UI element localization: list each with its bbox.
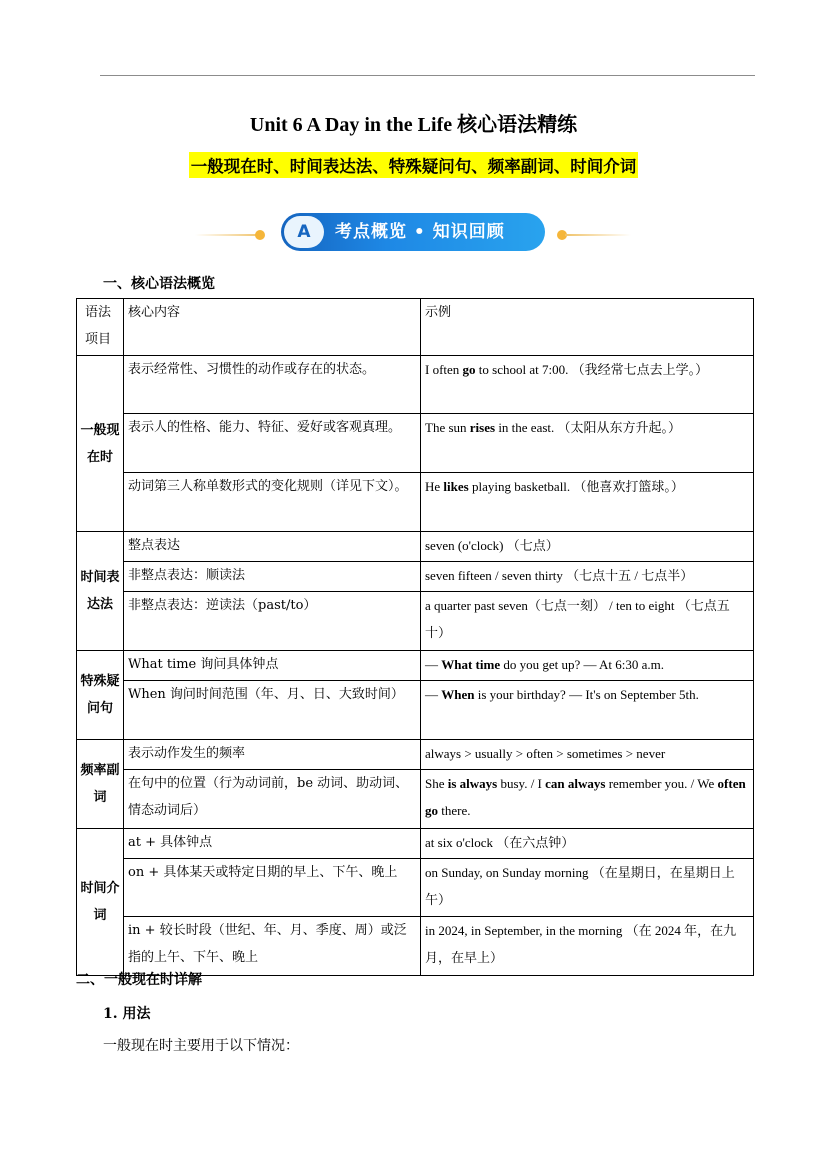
- example-keyword: What time: [441, 657, 501, 672]
- table-row: [77, 651, 754, 681]
- example-text: remember you. / We: [605, 776, 718, 791]
- example-cell: [421, 917, 754, 976]
- category-cell: 特殊疑问句: [77, 651, 124, 740]
- example-text: —: [425, 687, 442, 702]
- content-cell: in + 较长时段（世纪、年、月、季度、周）或泛指的上午、下午、晚上: [124, 917, 421, 976]
- content-cell: 在句中的位置（行为动词前，be 动词、助动词、情态动词后）: [124, 770, 421, 829]
- table-row: [77, 473, 754, 532]
- table-row: [77, 414, 754, 473]
- example-text: She: [425, 776, 448, 791]
- example-text: always > usually > often > sometimes > never: [425, 746, 666, 761]
- content-cell: 动词第三人称单数形式的变化规则（详见下文）。: [124, 473, 421, 532]
- document-title: Unit 6 A Day in the Life 核心语法精练: [249, 114, 578, 136]
- category-cell: 一般现在时: [77, 356, 124, 532]
- example-cell: [421, 740, 754, 770]
- example-keyword: can always: [545, 776, 606, 791]
- content-cell: at + 具体钟点: [124, 829, 421, 859]
- content-cell: 非整点表达：顺读法: [124, 562, 421, 592]
- subtitle-wrap: [0, 152, 827, 178]
- table-row: [77, 532, 754, 562]
- example-keyword: When: [441, 687, 475, 702]
- example-text: at six o'clock （在六点钟）: [425, 835, 575, 850]
- example-cell: [421, 681, 754, 740]
- section-heading-present-simple: 二、一般现在时详解: [76, 972, 202, 988]
- content-cell: 表示经常性、习惯性的动作或存在的状态。: [124, 356, 421, 414]
- table-row: [77, 829, 754, 859]
- content-cell: 表示人的性格、能力、特征、爱好或客观真理。: [124, 414, 421, 473]
- example-keyword: often go: [425, 776, 746, 818]
- example-keyword: rises: [469, 420, 496, 435]
- table-row: [77, 356, 754, 414]
- content-cell: 整点表达: [124, 532, 421, 562]
- table-row: [77, 681, 754, 740]
- example-text: to school at 7:00. （我经常七点去上学。）: [475, 362, 709, 377]
- banner-line-right: [565, 234, 631, 236]
- banner-dot-left: [255, 230, 265, 240]
- content-cell: What time 询问具体钟点: [124, 651, 421, 681]
- example-text: The sun: [425, 420, 470, 435]
- example-text: seven (o'clock) （七点）: [425, 538, 559, 553]
- example-text: seven fifteen / seven thirty （七点十五 / 七点半）: [425, 568, 694, 583]
- table-row: [77, 592, 754, 651]
- grammar-table: [76, 298, 754, 976]
- example-cell: [421, 651, 754, 681]
- example-text: I often: [425, 362, 463, 377]
- example-text: in 2024, in September, in the morning （在 2024 年，在九月，在早上）: [425, 923, 737, 965]
- example-text: a quarter past seven（七点一刻） / ten to eight （七点五十）: [425, 598, 730, 640]
- content-cell: When 询问时间范围（年、月、日、大致时间）: [124, 681, 421, 740]
- example-text: busy. / I: [497, 776, 546, 791]
- header-cell-example: 示例: [421, 299, 754, 356]
- table-row: [77, 562, 754, 592]
- header-rule: [100, 75, 755, 76]
- content-cell: 表示动作发生的频率: [124, 740, 421, 770]
- table-row: [77, 917, 754, 976]
- example-keyword: go: [462, 362, 476, 377]
- banner-text: 考点概览 • 知识回顾: [335, 222, 505, 242]
- body-paragraph: 一般现在时主要用于以下情况：: [103, 1038, 299, 1054]
- example-cell: [421, 473, 754, 532]
- example-cell: [421, 414, 754, 473]
- subsection-heading-usage: 1. 用法: [103, 1006, 151, 1022]
- category-cell: 频率副词: [77, 740, 124, 829]
- content-cell: on + 具体某天或特定日期的早上、下午、晚上: [124, 859, 421, 917]
- example-text: playing basketball. （他喜欢打篮球。）: [468, 479, 684, 494]
- example-text: there.: [438, 803, 471, 818]
- example-cell: [421, 562, 754, 592]
- example-cell: [421, 829, 754, 859]
- example-text: do you get up? — At 6:30 a.m.: [500, 657, 665, 672]
- example-text: He: [425, 479, 444, 494]
- example-cell: [421, 532, 754, 562]
- section-heading-overview: 一、核心语法概览: [103, 276, 215, 292]
- table-row: [77, 740, 754, 770]
- example-cell: [421, 356, 754, 414]
- example-keyword: likes: [443, 479, 469, 494]
- banner-pill: [281, 213, 545, 251]
- example-cell: [421, 770, 754, 829]
- example-text: on Sunday, on Sunday morning （在星期日，在星期日上午）: [425, 865, 735, 907]
- banner-line-left: [195, 234, 261, 236]
- table-header-row: [77, 299, 754, 356]
- banner-badge: A: [284, 216, 324, 248]
- table-row: [77, 770, 754, 829]
- section-banner: [195, 211, 635, 253]
- example-keyword: is always: [447, 776, 498, 791]
- example-text: is your birthday? — It's on September 5th.: [474, 687, 699, 702]
- category-cell: 时间介词: [77, 829, 124, 976]
- table-row: [77, 859, 754, 917]
- example-cell: [421, 859, 754, 917]
- content-cell: 非整点表达：逆读法（past/to）: [124, 592, 421, 651]
- example-cell: [421, 592, 754, 651]
- example-text: in the east. （太阳从东方升起。）: [495, 420, 682, 435]
- example-text: —: [425, 657, 442, 672]
- category-cell: 时间表达法: [77, 532, 124, 651]
- header-cell-content: 核心内容: [124, 299, 421, 356]
- header-cell-item: 语法项目: [77, 299, 124, 356]
- document-subtitle: 一般现在时、时间表达法、特殊疑问句、频率副词、时间介词: [189, 152, 639, 178]
